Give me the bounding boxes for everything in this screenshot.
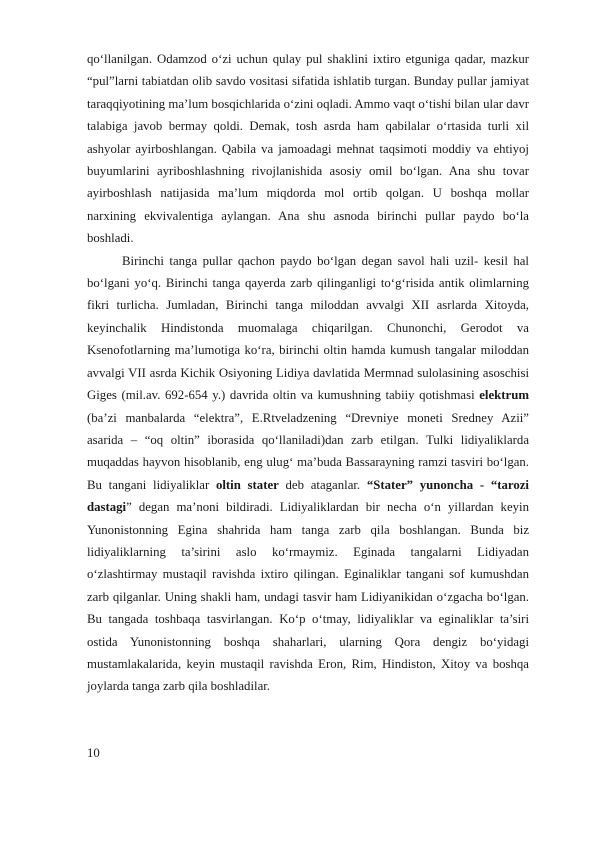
term-oltin-stater: oltin stater xyxy=(215,477,279,492)
paragraph-2-text-b: (ba’zi manbalarda “elektra”, E.Rtveladzening “Drevniye moneti Sredney Azii” asarida – “oq oltin” iborasida qo‘llaniladi)dan zarb etilgan. Tulki lidiyaliklarda muqaddas hayvon hisoblanib, eng ulug‘ ma’buda Bassarayning ramzi tasviri bo‘lgan. Bu tangani lidiyaliklar xyxy=(87,410,529,492)
body-text xyxy=(87,48,529,698)
paragraph-1: qo‘llanilgan. Odamzod o‘zi uchun qulay pul shaklini ixtiro etguniga qadar, mazkur “pul”larni tabiatdan olib savdo vositasi sifatida ishlatib turgan. Bunday pullar jamiyat taraqqiyotining ma’lum bosqichlarida o‘zini oqladi. Ammo vaqt o‘tishi bilan ular davr talabiga javob bermay qoldi. Demak, tosh asrda ham qabilalar o‘rtasida turli xil ashyolar ayirboshlangan. Qabila va jamoadagi mehnat taqsimoti moddiy va ehtiyoj buyumlarini ayriboshlashning rivojlanishida asosiy omil bo‘lgan. Ana shu tovar ayirboshlash natijasida ma’lum miqdorda mol ortib qolgan. U boshqa mollar narxining ekvivalentiga aylangan. Ana shu asnoda birinchi pullar paydo bo‘la boshladi. xyxy=(87,52,529,246)
page-number: 10 xyxy=(87,746,100,760)
term-elektrum: elektrum xyxy=(479,388,529,403)
term-stater-meaning: “Stater” yunoncha - “tarozi dastagi xyxy=(87,477,529,515)
paragraph-2 xyxy=(87,250,529,698)
paragraph-2-text-d: ” degan ma’noni bildiradi. Lidiyaliklardan bir necha o‘n yillardan keyin Yunonistonning Egina shahrida ham tanga zarb qila boshlangan. Bunda biz lidiyaliklarning ta’sirini aslo ko‘rmaymiz. Eginada tangalarni Lidiyadan o‘zlashtirmay mustaqil ravishda ixtiro qilingan. Eginaliklar tangani sof kumushdan zarb qilganlar. Uning shakli ham, undagi tasvir ham Lidiyanikidan o‘zgacha bo‘lgan. Bu tangada toshbaqa tasvirlangan. Ko‘p o‘tmay, lidiyaliklar va eginaliklar ta’siri ostida Yunonistonning boshqa shaharlari, ularning Qora dengiz bo‘yidagi mustamlakalarida, keyin mustaqil ravishda Eron, Rim, Hindiston, Xitoy va boshqa joylarda tanga zarb qila boshladilar. xyxy=(87,500,529,694)
paragraph-2-text-a: Birinchi tanga pullar qachon paydo bo‘lgan degan savol hali uzil- kesil hal bo‘lgani yo‘q. Birinchi tanga qayerda zarb qilinganligi to‘g‘risida antik olimlarning fikri turlicha. Jumladan, Birinchi tanga miloddan avvalgi XII asrlarda Xitoyda, keyinchalik Hindistonda muomalaga chiqarilgan. Chunonchi, Gerodot va Ksenofotlarning ma’lumotiga ko‘ra, birinchi oltin hamda kumush tangalar miloddan avvalgi VII asrda Kichik Osiyoning Lidiya davlatida Mermnad sulolasining asoschisi Giges (mil.av. 692-654 y.) davrida oltin va kumushning tabiiy qotishmasi xyxy=(87,253,529,403)
paragraph-2-text-c: deb ataganlar. xyxy=(278,477,367,492)
